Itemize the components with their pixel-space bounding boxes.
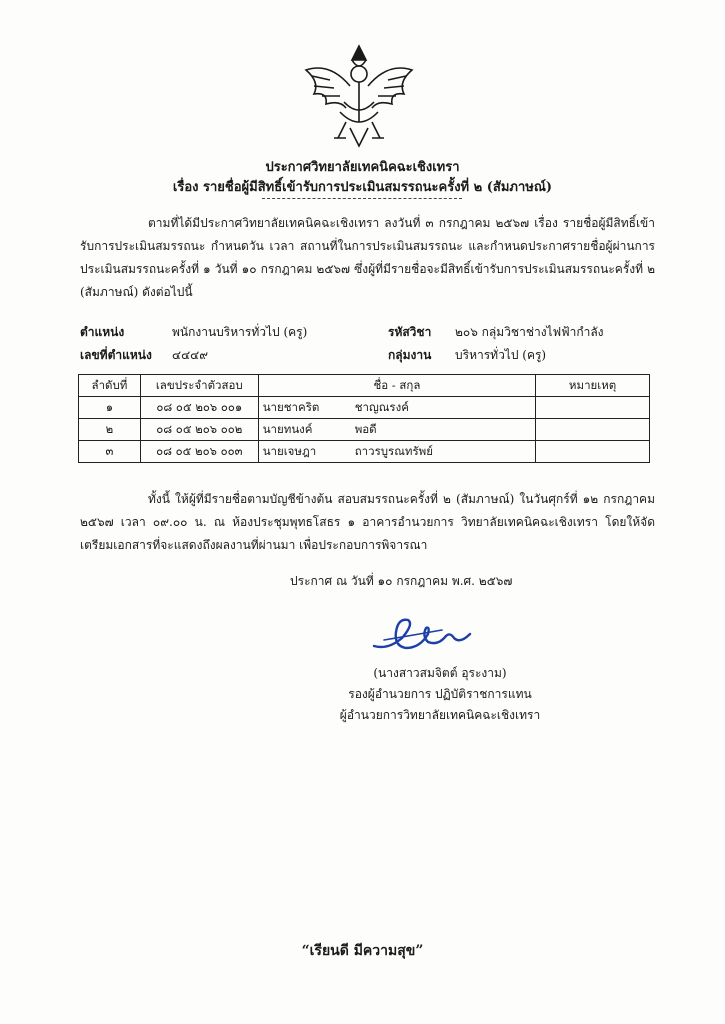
work-group-label: กลุ่มงาน bbox=[388, 348, 432, 362]
signature-image bbox=[368, 612, 476, 656]
row-first-name: นายทนงค์ bbox=[262, 421, 313, 436]
row-exam-id: ๐๘ ๐๕ ๒๐๖ ๐๐๓ bbox=[140, 441, 258, 463]
title-divider bbox=[262, 198, 462, 199]
row-no: ๑ bbox=[79, 397, 141, 419]
row-last-name: ถาวรบูรณทรัพย์ bbox=[354, 443, 433, 458]
row-note bbox=[536, 397, 650, 419]
row-first-name: นายเจษฎา bbox=[262, 443, 317, 458]
announcement-subject: เรื่อง รายชื่อผู้มีสิทธิ์เข้ารับการประเมินสมรรถนะครั้งที่ ๒ (สัมภาษณ์) bbox=[172, 180, 553, 195]
signer-name: (นางสาวสมจิตต์ อุระงาม) bbox=[373, 666, 507, 680]
table-header-row bbox=[79, 375, 650, 397]
header-exam-id: เลขประจำตัวสอบ bbox=[140, 375, 258, 397]
row-fullname bbox=[258, 419, 535, 441]
row-no: ๓ bbox=[79, 441, 141, 463]
work-group-value: บริหารทั่วไป (ครู) bbox=[455, 348, 547, 362]
row-last-name: พอดี bbox=[354, 421, 377, 436]
garuda-emblem-icon bbox=[300, 42, 418, 152]
position-label: ตำแหน่ง bbox=[80, 325, 125, 339]
closing-paragraph: ทั้งนี้ ให้ผู้ที่มีรายชื่อตามบัญชีข้างต้น สอบสมรรถนะครั้งที่ ๒ (สัมภาษณ์) ในวันศุกร์ที่ ๑๒ กรกฎาคม ๒๕๖๗ เวลา ๐๙.๐๐ น. ณ ห้องประชุมพุทธโสธร ๑ อาคารอำนวยการ วิทยาลัยเทคนิคฉะเชิงเทรา โดยให้จัดเตรียมเอกสารที่จะแสดงถึงผลงานที่ผ่านมา เพื่อประกอบการพิจารณา bbox=[80, 492, 655, 552]
position-number-value: ๔๔๔๙ bbox=[172, 348, 209, 362]
slogan: “เรียนดี มีความสุข” bbox=[301, 943, 424, 959]
table-row bbox=[79, 397, 650, 419]
position-number-label: เลขที่ตำแหน่ง bbox=[80, 348, 152, 362]
header-name: ชื่อ - สกุล bbox=[258, 375, 535, 397]
row-fullname bbox=[258, 441, 535, 463]
table-row bbox=[79, 419, 650, 441]
row-last-name: ชาญณรงค์ bbox=[354, 399, 409, 414]
intro-paragraph: ตามที่ได้มีประกาศวิทยาลัยเทคนิคฉะเชิงเทรา ลงวันที่ ๓ กรกฎาคม ๒๕๖๗ เรื่อง รายชื่อผู้มีสิทธิ์เข้ารับการประเมินสมรรถนะ กำหนดวัน เวลา สถานที่ในการประเมินสมรรถนะ และกำหนดประกาศรายชื่อผู้ผ่านการประเมินสมรรถนะครั้งที่ ๑ วันที่ ๑๐ กรกฎาคม ๒๕๖๗ ซึ่งผู้ที่มีรายชื่อจะมีสิทธิ์เข้ารับการประเมินสมรรถนะครั้งที่ ๒ (สัมภาษณ์) ดังต่อไปนี้ bbox=[80, 216, 655, 299]
row-note bbox=[536, 441, 650, 463]
position-value: พนักงานบริหารทั่วไป (ครู) bbox=[172, 325, 308, 339]
announcement-title: ประกาศวิทยาลัยเทคนิคฉะเชิงเทรา bbox=[265, 160, 460, 175]
subject-code-label: รหัสวิชา bbox=[388, 325, 432, 339]
signer-role: รองผู้อำนวยการ ปฏิบัติราชการแทน bbox=[348, 687, 532, 701]
row-fullname bbox=[258, 397, 535, 419]
header-note: หมายเหตุ bbox=[536, 375, 650, 397]
subject-code-value: ๒๐๖ กลุ่มวิชาช่างไฟฟ้ากำลัง bbox=[455, 325, 604, 339]
table-row bbox=[79, 441, 650, 463]
row-exam-id: ๐๘ ๐๕ ๒๐๖ ๐๐๑ bbox=[140, 397, 258, 419]
candidate-table bbox=[78, 374, 650, 463]
row-first-name: นายชาคริต bbox=[262, 399, 320, 414]
header-no: ลำดับที่ bbox=[79, 375, 141, 397]
announcement-date: ประกาศ ณ วันที่ ๑๐ กรกฎาคม พ.ศ. ๒๕๖๗ bbox=[290, 574, 513, 588]
signer-organization: ผู้อำนวยการวิทยาลัยเทคนิคฉะเชิงเทรา bbox=[339, 708, 541, 722]
row-exam-id: ๐๘ ๐๕ ๒๐๖ ๐๐๒ bbox=[140, 419, 258, 441]
row-note bbox=[536, 419, 650, 441]
row-no: ๒ bbox=[79, 419, 141, 441]
